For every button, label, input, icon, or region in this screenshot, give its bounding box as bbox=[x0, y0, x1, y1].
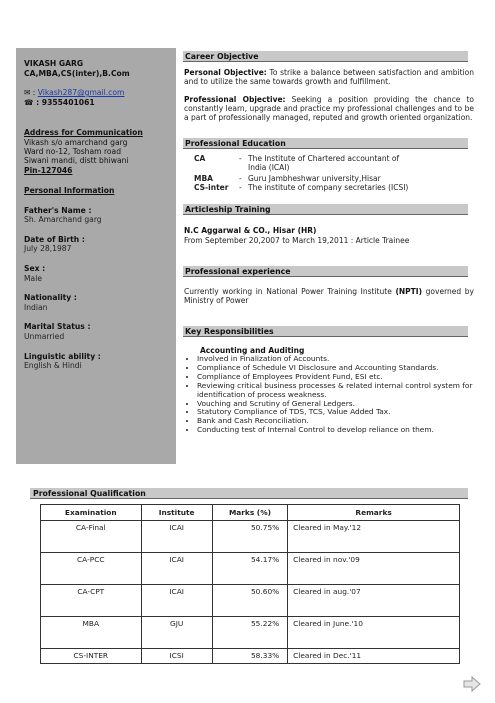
table-cell: ICAI bbox=[141, 521, 212, 553]
table-cell: 50.60% bbox=[212, 585, 287, 617]
candidate-name: VIKASH GARG bbox=[24, 59, 84, 68]
table-cell: Cleared in Dec.'11 bbox=[288, 649, 460, 664]
articleship-heading: Articleship Training bbox=[183, 204, 468, 215]
field-value: July 28,1987 bbox=[24, 244, 72, 253]
field-value: Indian bbox=[24, 303, 48, 312]
edu-dash: - bbox=[239, 154, 242, 163]
experience-text bbox=[184, 287, 474, 305]
edu-dash: - bbox=[239, 183, 242, 192]
edu-degree: CA bbox=[194, 154, 206, 163]
table-row bbox=[41, 553, 460, 585]
field-label: Father's Name : bbox=[24, 206, 92, 215]
professional-objective-text: Seeking a position providing the chance to constantly learn, upgrade and practice my professional challenges and to be a part of professionally managed, reputed and growth oriented organization. bbox=[184, 95, 474, 122]
field-label: Marital Status : bbox=[24, 322, 91, 331]
list-item: • Reviewing critical business processes & related internal control system for identification of process weakness. bbox=[197, 382, 477, 400]
phone-icon: ☎ bbox=[24, 98, 34, 107]
field-value: English & Hindi bbox=[24, 361, 82, 370]
table-cell: ICSI bbox=[141, 649, 212, 664]
sidebar-panel bbox=[16, 48, 176, 464]
edu-degree: CS-inter bbox=[194, 183, 229, 192]
table-row bbox=[41, 649, 460, 664]
list-item: • Statutory Compliance of TDS, TCS, Value Added Tax. bbox=[197, 408, 477, 417]
phone-row: ☎ : 9355401061 bbox=[24, 98, 95, 107]
field-label: Date of Birth : bbox=[24, 235, 85, 244]
professional-objective-label: Professional Objective: bbox=[184, 95, 286, 104]
column-header: Institute bbox=[141, 505, 212, 521]
professional-objective bbox=[184, 95, 474, 122]
field-value: Sh. Amarchand garg bbox=[24, 215, 102, 224]
table-row bbox=[41, 585, 460, 617]
edu-institute: The Institute of Chartered accountant of bbox=[248, 154, 400, 163]
table-cell: Cleared in May.'12 bbox=[288, 521, 460, 553]
edu-institute: Guru Jambheshwar university,Hisar bbox=[248, 174, 381, 183]
address-line: Siwani mandi, distt bhiwani bbox=[24, 156, 129, 165]
edu-degree: MBA bbox=[194, 174, 213, 183]
list-item: • Compliance of Schedule VI Disclosure and Accounting Standards. bbox=[197, 364, 477, 373]
responsibilities-subheading: Accounting and Auditing bbox=[200, 346, 305, 355]
field-value: Unmarried bbox=[24, 332, 65, 341]
table-cell: ICAI bbox=[141, 585, 212, 617]
table-cell: CA-CPT bbox=[41, 585, 142, 617]
email-link[interactable]: Vikash287@gmail.com bbox=[37, 88, 125, 97]
address-line: Vikash s/o amarchand garg bbox=[24, 138, 128, 147]
personal-objective-text: To strike a balance between satisfaction and ambition and to utilize the same towards growth and fulfillment. bbox=[184, 68, 475, 86]
personal-objective-label: Personal Objective: bbox=[184, 68, 267, 77]
table-cell: Cleared in June.'10 bbox=[288, 617, 460, 649]
email-icon: ✉ bbox=[24, 88, 31, 97]
personal-objective bbox=[184, 68, 474, 86]
table-cell: 54.17% bbox=[212, 553, 287, 585]
list-item: • Involved in Finalization of Accounts. bbox=[197, 355, 477, 364]
responsibilities-list bbox=[184, 355, 477, 435]
table-cell: 58.33% bbox=[212, 649, 287, 664]
education-heading: Professional Education bbox=[183, 138, 468, 149]
table-cell: 50.75% bbox=[212, 521, 287, 553]
edu-dash: - bbox=[239, 174, 242, 183]
column-header: Examination bbox=[41, 505, 142, 521]
address-pin: Pin-127046 bbox=[24, 166, 73, 175]
experience-text-end: governed by Ministry of Power bbox=[184, 287, 474, 305]
table-cell: ICAI bbox=[141, 553, 212, 585]
table-row bbox=[41, 617, 460, 649]
field-label: Nationality : bbox=[24, 293, 77, 302]
experience-text-start: Currently working in National Power Training Institute bbox=[184, 287, 392, 296]
address-heading: Address for Communication bbox=[24, 128, 143, 137]
table-row bbox=[41, 521, 460, 553]
field-label: Linguistic ability : bbox=[24, 352, 101, 361]
table-cell: Cleared in aug.'07 bbox=[288, 585, 460, 617]
column-header: Marks (%) bbox=[212, 505, 287, 521]
table-cell: 55.22% bbox=[212, 617, 287, 649]
table-cell: CS-INTER bbox=[41, 649, 142, 664]
qualification-heading: Professional Qualification bbox=[30, 488, 468, 499]
list-item: • Bank and Cash Reconciliation. bbox=[197, 417, 477, 426]
field-value: Male bbox=[24, 274, 42, 283]
edu-institute: India (ICAI) bbox=[248, 163, 290, 172]
experience-heading: Professional experience bbox=[183, 266, 468, 277]
table-cell: Cleared in nov.'09 bbox=[288, 553, 460, 585]
career-objective-heading: Career Objective bbox=[183, 51, 468, 62]
qualification-table bbox=[40, 504, 460, 664]
articleship-firm: N.C Aggarwal & CO., Hisar (HR) bbox=[184, 226, 317, 235]
table-cell: CA-PCC bbox=[41, 553, 142, 585]
table-cell: MBA bbox=[41, 617, 142, 649]
candidate-degrees: CA,MBA,CS(inter),B.Com bbox=[24, 69, 130, 78]
table-header-row bbox=[41, 505, 460, 521]
table-cell: GJU bbox=[141, 617, 212, 649]
articleship-period: From September 20,2007 to March 19,2011 : Article Trainee bbox=[184, 236, 410, 245]
list-item: • Compliance of Employees Provident Fund, ESI etc. bbox=[197, 373, 477, 382]
list-item: • Conducting test of Internal Control to develop reliance on them. bbox=[197, 426, 477, 435]
responsibilities-heading: Key Responsibilities bbox=[183, 326, 468, 337]
table-cell: CA-Final bbox=[41, 521, 142, 553]
column-header: Remarks bbox=[288, 505, 460, 521]
address-line: Ward no-12, Tosham road bbox=[24, 147, 122, 156]
personal-info-heading: Personal Information bbox=[24, 186, 115, 195]
edu-institute: The institute of company secretaries (ICSI) bbox=[248, 183, 409, 192]
phone-number: 9355401061 bbox=[41, 98, 95, 107]
field-label: Sex : bbox=[24, 264, 46, 273]
email-row: ✉ : Vikash287@gmail.com bbox=[24, 88, 125, 97]
next-arrow-icon[interactable] bbox=[462, 676, 482, 692]
experience-org-abbrev: (NPTI) bbox=[395, 287, 423, 296]
list-item: • Vouching and Scrutiny of General Ledgers. bbox=[197, 400, 477, 409]
